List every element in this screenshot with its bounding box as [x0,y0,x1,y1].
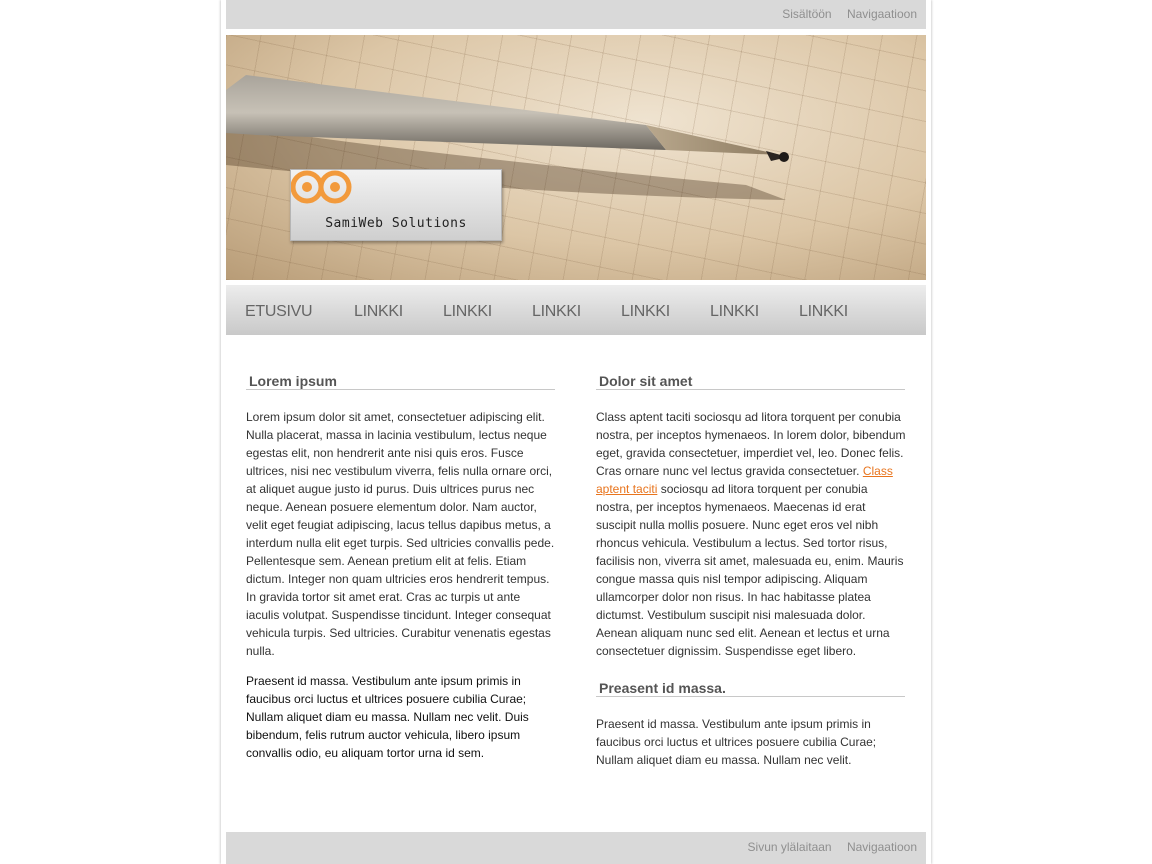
nav-item-linkki-1[interactable]: LINKKI [354,303,403,320]
right-paragraph-1-start: Class aptent taciti sociosqu ad litora torquent per conubia nostra, per inceptos hymenaeos. In lorem dolor, bibendum eget, gravida consectetuer, imperdiet vel, leo. Donec felis. Cras ornare nunc vel lectus gravida consectetuer. [596,410,906,478]
right-paragraph-1-end: sociosqu ad litora torquent per conubia nostra, per inceptos hymenaeos. Maecenas id erat suscipit nulla mollis posuere. Nunc eget eros vel nibh rhoncus vehicula. Vestibulum a lectus. Sed tortor risus, facilisis non, viverra sit amet, malesuada eu, enim. Mauris congue massa quis nisl tempor adipiscing. Aliquam ullamcorper dolor non risus. In hac habitasse platea dictumst. Vestibulum suscipit nisi malesuada dolor. Aenean aliquam nunc sed elit. Aenean et lectus et urna consectetuer dignissim. Suspendisse eget libero. [596,482,904,658]
skip-to-content-link[interactable]: Sisältöön [782,7,832,21]
class-aptent-link[interactable]: Class aptent taciti [596,464,893,496]
nav-item-etusivu[interactable]: ETUSIVU [245,303,313,320]
footer-bar [226,832,926,864]
nav-item-linkki-3[interactable]: LINKKI [532,303,581,320]
page-container [221,0,931,864]
right-heading-2: Preasent id massa. [596,677,905,697]
back-to-top-link[interactable]: Sivun ylälaitaan [747,840,832,854]
skip-to-navigation-link[interactable]: Navigaatioon [846,7,917,21]
right-paragraph-2: Praesent id massa. Vestibulum ante ipsum primis in faucibus orci luctus et ultrices posuere cubilia Curae; Nullam aliquet diam eu massa. Nullam nec velit. [596,717,877,767]
footer-links [736,840,917,854]
left-heading: Lorem ipsum [246,370,555,390]
logo-icon [291,170,361,206]
top-links [770,7,917,21]
left-paragraph-1: Lorem ipsum dolor sit amet, consectetuer adipiscing elit. Nulla placerat, massa in lacinia vestibulum, lectus neque egestas elit, non hendrerit ante nisi quis eros. Fusce ultrices, nisi nec vestibulum viverra, felis nulla ornare orci, at aliquet augue justo id purus. Duis ultrices purus nec neque. Aenean posuere elementum dolor. Nam auctor, velit eget feugiat adipiscing, lacus tellus dapibus metus, a interdum nulla elit eget turpis. Sed ultricies convallis pede. Pellentesque sem. Aenean pretium elit at felis. Etiam dictum. Integer non quam ultricies eros hendrerit tempus. In gravida tortor sit amet erat. Cras ac turpis ut ante iaculis volutpat. Suspendisse tincidunt. Integer consequat vehicula turpis. Sed ultricies. Curabitur venenatis egestas nulla. [246,410,555,658]
nav-item-linkki-2[interactable]: LINKKI [443,303,492,320]
left-paragraph-2: Praesent id massa. Vestibulum ante ipsum primis in faucibus orci luctus et ultrices posuere cubilia Curae; Nullam aliquet diam eu massa. Nullam nec velit. Duis bibendum, felis rutrum auctor vehicula, libero ipsum convallis odio, eu aliquam tortor urna id sem. [246,674,529,760]
left-column [246,370,556,762]
main-navigation [226,285,926,335]
top-bar [226,0,926,29]
nav-item-linkki-4[interactable]: LINKKI [621,303,670,320]
pencil-image [226,35,926,280]
nav-item-linkki-5[interactable]: LINKKI [710,303,759,320]
footer-navigation-link[interactable]: Navigaatioon [846,840,917,854]
logo-box[interactable] [290,169,502,241]
nav-item-linkki-6[interactable]: LINKKI [799,303,848,320]
logo-text: SamiWeb Solutions [325,216,467,231]
header-banner [226,35,926,280]
right-paragraph-1 [596,408,906,660]
right-heading: Dolor sit amet [596,370,905,390]
right-column [596,370,906,769]
